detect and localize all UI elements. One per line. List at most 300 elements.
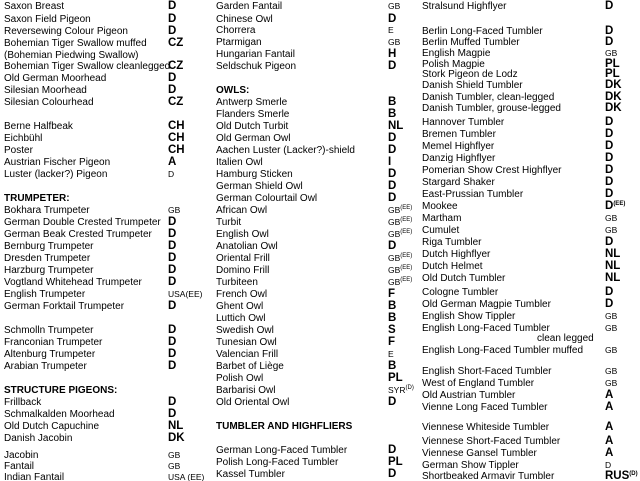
country-code-text: NL [388, 120, 404, 132]
breed-name: Turbiteen [216, 277, 258, 288]
breed-name: Antwerp Smerle [216, 97, 288, 108]
country-code [388, 337, 395, 348]
country-code-text: NL [605, 272, 621, 284]
country-code [388, 385, 414, 396]
breed-name: Old Dutch Capuchine [4, 421, 100, 432]
breed-name: Dutch Highflyer [422, 249, 491, 260]
breed-name: German Forktail Trumpeter [4, 301, 125, 312]
country-code-text: D [168, 72, 177, 84]
breed-name: Chorrera [216, 25, 256, 36]
country-code-text: B [388, 300, 397, 312]
country-code [168, 349, 176, 360]
country-code-text: GB [388, 253, 401, 263]
breed-name: Garden Fantail [216, 1, 283, 12]
country-code-text: USA(EE) [168, 289, 203, 299]
country-code [168, 73, 176, 84]
country-code-text: PL [388, 456, 403, 468]
country-code-text: NL [605, 260, 621, 272]
breed-name: German Colourtail Owl [216, 193, 318, 204]
country-code [605, 177, 613, 188]
country-code-text: DK [605, 102, 622, 114]
country-code-text: CZ [168, 96, 184, 108]
breed-name: Berne Halfbeak [4, 121, 73, 132]
country-code-text: GB [168, 461, 181, 471]
country-code [168, 14, 176, 25]
country-code-text: GB [605, 213, 618, 223]
breed-name: Bokhara Trumpeter [4, 205, 90, 216]
breed-name: Indian Fantail [4, 472, 65, 481]
country-code [605, 273, 620, 284]
breed-name: Danish Tumbler, grouse-legged [422, 103, 561, 114]
breed-name: Hungarian Fantail [216, 49, 295, 60]
country-code-text: USA (EE) [168, 472, 205, 481]
country-code [605, 366, 617, 377]
country-code [168, 277, 176, 288]
country-code-superscript: (EE) [613, 201, 626, 207]
country-code-text: CH [168, 144, 185, 156]
country-code [168, 433, 185, 444]
country-code-text: D [605, 188, 614, 200]
breed-name: Stork Pigeon de Lodz [422, 69, 518, 80]
country-code [388, 133, 396, 144]
country-code-text: D [388, 132, 397, 144]
country-code-text: D [168, 348, 177, 360]
country-code-text: B [388, 96, 397, 108]
country-code-superscript: (D) [629, 471, 638, 477]
breed-name: Luster (lacker?) Pigeon [4, 169, 108, 180]
country-code-text: A [605, 447, 614, 459]
country-code-text: CH [168, 132, 185, 144]
country-code [388, 205, 412, 216]
breed-name: Stralsund Highflyer [422, 1, 507, 12]
country-code-text: D [388, 13, 397, 25]
country-code [605, 237, 613, 248]
country-code [605, 201, 625, 212]
country-code-text: D [168, 300, 177, 312]
country-code-text: D [605, 152, 614, 164]
country-code [168, 461, 180, 472]
country-code-text: D [388, 468, 397, 480]
country-code-text: D [168, 252, 177, 264]
breed-name: Hamburg Sticken [216, 169, 293, 180]
country-code-superscript: (EE) [400, 205, 413, 211]
country-code [168, 265, 176, 276]
breed-name: English Short-Faced Tumbler [422, 366, 552, 377]
breed-name: Dutch Helmet [422, 261, 483, 272]
country-code-text: D [605, 36, 614, 48]
country-code [168, 325, 176, 336]
country-code [605, 103, 622, 114]
country-code [605, 80, 622, 91]
country-code-text: D [168, 0, 177, 12]
country-code-superscript: (EE) [400, 253, 413, 259]
country-code [605, 165, 613, 176]
breed-name: Kassel Tumbler [216, 469, 285, 480]
breed-name: Shortbeaked Armavir Tumbler [422, 471, 555, 481]
country-code-text: GB [605, 378, 618, 388]
breed-name: Fantail [4, 461, 35, 472]
breed-name: Bohemian Tiger Swallow cleanlegged [4, 61, 171, 72]
country-code-text: D [605, 236, 614, 248]
breed-name: Altenburg Trumpeter [4, 349, 96, 360]
breed-name: English Long-Faced Tumbler [422, 323, 550, 334]
country-code-text: D [605, 460, 612, 470]
breed-name: Reversewing Colour Pigeon [4, 26, 128, 37]
country-code-text: D [168, 84, 177, 96]
breed-name: Saxon Field Pigeon [4, 14, 91, 25]
country-code [388, 157, 391, 168]
country-code-text: D [388, 396, 397, 408]
breed-name: English Owl [216, 229, 269, 240]
breed-name: German Shield Owl [216, 181, 303, 192]
breed-name: Schmalkalden Moorhead [4, 409, 115, 420]
breed-name: Anatolian Owl [216, 241, 278, 252]
country-code [168, 133, 185, 144]
country-code-text: GB [388, 277, 401, 287]
breed-name: English Magpie [422, 48, 491, 59]
breed-name: Turbit [216, 217, 242, 228]
country-code-text: D [605, 176, 614, 188]
country-code [168, 1, 176, 12]
breed-name: (Bohemian Piedwing Swallow) [4, 50, 139, 61]
country-code-text: DK [605, 91, 622, 103]
breed-name: Danish Jacobin [4, 433, 73, 444]
breed-name: Austrian Fischer Pigeon [4, 157, 111, 168]
breed-name: Frillback [4, 397, 42, 408]
country-code-text: GB [168, 450, 181, 460]
country-code-text: D [168, 264, 177, 276]
country-code-text: D [168, 216, 177, 228]
breed-name: Luttich Owl [216, 313, 266, 324]
breed-name: Silesian Colourhead [4, 97, 94, 108]
country-code-text: D [168, 336, 177, 348]
breed-name: Schmolln Trumpeter [4, 325, 94, 336]
country-code [388, 217, 412, 228]
country-code [388, 361, 396, 372]
breed-name: East-Prussian Tumbler [422, 189, 524, 200]
breed-name: Vogtland Whitehead Trumpeter [4, 277, 142, 288]
country-code [168, 337, 176, 348]
breed-name: Viennese Whiteside Tumbler [422, 422, 550, 433]
country-code [168, 409, 176, 420]
breed-name: English Long-Faced Tumbler muffed [422, 345, 584, 356]
country-code-text: D [605, 140, 614, 152]
breed-name: Danish Tumbler, clean-legged [422, 92, 555, 103]
section-title: TUMBLER AND HIGHFLIERS [216, 421, 353, 432]
breed-name: Old German Owl [216, 133, 291, 144]
country-code [605, 436, 613, 447]
country-code-text: GB [605, 48, 618, 58]
breed-name: Chinese Owl [216, 14, 273, 25]
country-code [605, 129, 613, 140]
country-code-text: B [388, 360, 397, 372]
country-code [605, 299, 613, 310]
country-code [605, 249, 620, 260]
country-code-text: A [605, 435, 614, 447]
breed-name: Bernburg Trumpeter [4, 241, 94, 252]
country-code [168, 361, 176, 372]
breed-name: German Long-Faced Tumbler [216, 445, 348, 456]
country-code-text: GB [605, 311, 618, 321]
country-code [605, 141, 613, 152]
country-code [168, 157, 176, 168]
note-text: clean legged [537, 333, 594, 344]
country-code-text: D [605, 116, 614, 128]
breed-name: Riga Tumbler [422, 237, 482, 248]
breed-name: Mookee [422, 201, 458, 212]
country-code [605, 1, 613, 12]
breed-name: Cologne Tumbler [422, 287, 499, 298]
breed-name: Old German Moorhead [4, 73, 107, 84]
country-code-text: A [605, 421, 614, 433]
country-code [605, 323, 617, 334]
country-code [388, 181, 396, 192]
breed-name: German Double Crested Trumpeter [4, 217, 161, 228]
country-code [388, 229, 412, 240]
country-code [168, 289, 202, 300]
breed-name: Oriental Frill [216, 253, 270, 264]
country-code [388, 457, 403, 468]
country-code-text: GB [388, 205, 401, 215]
country-code [605, 37, 613, 48]
breed-name: Danzig Highflyer [422, 153, 496, 164]
country-code-text: D [605, 128, 614, 140]
country-code-text: D [168, 240, 177, 252]
country-code [388, 397, 396, 408]
section-title: STRUCTURE PIGEONS: [4, 385, 118, 396]
country-code-text: F [388, 336, 396, 348]
country-code [168, 253, 176, 264]
breed-name: Poster [4, 145, 33, 156]
breed-name: Danish Shield Tumbler [422, 80, 523, 91]
country-code-superscript: (D) [405, 385, 414, 391]
country-code-text: E [388, 349, 394, 359]
country-code-text: GB [388, 217, 401, 227]
breed-name: Domino Frill [216, 265, 270, 276]
breed-name: German Show Tippler [422, 460, 519, 471]
country-code [388, 49, 396, 60]
breed-name: Harzburg Trumpeter [4, 265, 94, 276]
country-code [388, 145, 396, 156]
country-code-text: D [168, 169, 175, 179]
country-code-text: GB [388, 37, 401, 47]
country-code-text: H [388, 48, 397, 60]
breed-name: Vienne Long Faced Tumbler [422, 402, 548, 413]
country-code-text: GB [605, 323, 618, 333]
breed-name: Viennese Gansel Tumbler [422, 448, 537, 459]
country-code-text: D [388, 444, 397, 456]
breed-name: Ghent Owl [216, 301, 264, 312]
breed-name: Silesian Moorhead [4, 85, 87, 96]
breed-name: Old German Magpie Tumbler [422, 299, 551, 310]
country-code-text: D [168, 25, 177, 37]
breed-name: Seldschuk Pigeon [216, 61, 297, 72]
breed-name: English Show Tippler [422, 311, 516, 322]
country-code-text: GB [168, 205, 181, 215]
breed-name: Saxon Breast [4, 1, 65, 12]
country-code [388, 109, 396, 120]
country-code-text: D [168, 276, 177, 288]
country-code-text: I [388, 156, 392, 168]
breed-name: Bremen Tumbler [422, 129, 496, 140]
country-code [388, 373, 403, 384]
breed-name: Swedish Owl [216, 325, 274, 336]
country-code-text: GB [605, 345, 618, 355]
breed-name: Hannover Tumbler [422, 117, 505, 128]
country-code-text: D [388, 192, 397, 204]
country-code [168, 97, 183, 108]
breed-name: German Beak Crested Trumpeter [4, 229, 152, 240]
breed-name: Old Austrian Tumbler [422, 390, 516, 401]
country-code [388, 313, 396, 324]
breed-name: Old Dutch Turbit [216, 121, 289, 132]
country-code-text: B [388, 108, 397, 120]
country-code [388, 325, 396, 336]
country-code [168, 38, 183, 49]
country-code [168, 145, 185, 156]
country-code-text: D [168, 360, 177, 372]
country-code [168, 421, 183, 432]
country-code-text: B [388, 312, 397, 324]
country-code [168, 450, 180, 461]
country-code-text: GB [605, 366, 618, 376]
country-code-text: CZ [168, 37, 184, 49]
country-code-text: D [168, 324, 177, 336]
country-code-text: A [168, 156, 177, 168]
breed-name: Italien Owl [216, 157, 263, 168]
country-code-superscript: (EE) [400, 265, 413, 271]
breed-name: Berlin Long-Faced Tumbler [422, 26, 543, 37]
country-code [168, 301, 176, 312]
country-code [605, 345, 617, 356]
country-code-text: RUS [605, 470, 630, 481]
country-code-text: GB [388, 229, 401, 239]
country-code [388, 241, 396, 252]
country-code [168, 397, 176, 408]
breed-name: Eichbühl [4, 133, 43, 144]
breed-name: West of England Tumbler [422, 378, 535, 389]
country-code [605, 213, 617, 224]
country-code-superscript: (EE) [400, 217, 413, 223]
country-code [168, 229, 176, 240]
breed-name: Flanders Smerle [216, 109, 290, 120]
country-code-text: E [388, 25, 394, 35]
breed-name: Stargard Shaker [422, 177, 495, 188]
country-code-text: D [605, 164, 614, 176]
country-code [168, 169, 174, 180]
breed-name: Memel Highflyer [422, 141, 495, 152]
country-code [388, 289, 395, 300]
country-code-text: D [605, 298, 614, 310]
country-code-text: D [168, 396, 177, 408]
country-code-text: CH [168, 120, 185, 132]
country-code [605, 390, 613, 401]
country-code-text: SYR [388, 385, 406, 395]
breed-name: Aachen Luster (Lacker?)-shield [216, 145, 355, 156]
breed-name: Dresden Trumpeter [4, 253, 91, 264]
country-code [605, 378, 617, 389]
country-code [388, 469, 396, 480]
country-code-text: D [605, 200, 614, 212]
country-code-text: PL [605, 68, 620, 80]
country-code-text: D [388, 240, 397, 252]
country-code-text: D [388, 180, 397, 192]
country-code [605, 261, 620, 272]
country-code [605, 225, 617, 236]
breed-name: Berlin Muffed Tumbler [422, 37, 520, 48]
country-code [605, 402, 613, 413]
country-code [388, 253, 412, 264]
country-code-text: DK [168, 432, 185, 444]
breed-name: English Trumpeter [4, 289, 86, 300]
country-code-text: D [168, 408, 177, 420]
country-code-text: A [605, 389, 614, 401]
breed-name: Polish Owl [216, 373, 264, 384]
country-code-text: D [168, 228, 177, 240]
country-code [388, 301, 396, 312]
breed-name: Franconian Trumpeter [4, 337, 103, 348]
country-code [168, 241, 176, 252]
breed-name: Valencian Frill [216, 349, 279, 360]
breed-name: Barbarisi Owl [216, 385, 276, 396]
breed-name: French Owl [216, 289, 268, 300]
country-code [388, 265, 412, 276]
country-code-text: NL [168, 420, 184, 432]
country-code [605, 189, 613, 200]
country-code-superscript: (EE) [400, 229, 413, 235]
country-code [388, 25, 394, 36]
breed-name: Arabian Trumpeter [4, 361, 87, 372]
country-code-text: PL [388, 372, 403, 384]
country-code [388, 193, 396, 204]
country-code [605, 311, 617, 322]
country-code-text: S [388, 324, 396, 336]
country-code-text: D [605, 0, 614, 12]
country-code [388, 349, 394, 360]
country-code [388, 121, 403, 132]
breed-name: Jacobin [4, 450, 39, 461]
country-code [388, 1, 400, 12]
country-code [388, 97, 396, 108]
country-code [605, 422, 613, 433]
country-code [388, 169, 396, 180]
country-code [168, 121, 185, 132]
country-code [168, 472, 204, 481]
country-code-text: NL [605, 248, 621, 260]
country-code-text: F [388, 288, 396, 300]
breed-name: Barbet of Liège [216, 361, 284, 372]
country-code [605, 153, 613, 164]
country-code-text: PL [605, 58, 620, 70]
breed-name: Pomerian Show Crest Highflyer [422, 165, 562, 176]
country-code [388, 277, 412, 288]
country-code [605, 448, 613, 459]
section-title: OWLS: [216, 85, 250, 96]
country-code [388, 14, 396, 25]
breed-name: Old Dutch Tumbler [422, 273, 506, 284]
country-code [168, 205, 180, 216]
country-code-text: D [388, 168, 397, 180]
breed-name: Viennese Short-Faced Tumbler [422, 436, 561, 447]
country-code [388, 37, 400, 48]
country-code-text: D [605, 286, 614, 298]
breed-name: Bohemian Tiger Swallow muffed [4, 38, 147, 49]
breed-name: Martham [422, 213, 462, 224]
country-code-text: D [388, 144, 397, 156]
section-title: TRUMPETER: [4, 193, 70, 204]
country-code-text: DK [605, 79, 622, 91]
country-code [605, 287, 613, 298]
